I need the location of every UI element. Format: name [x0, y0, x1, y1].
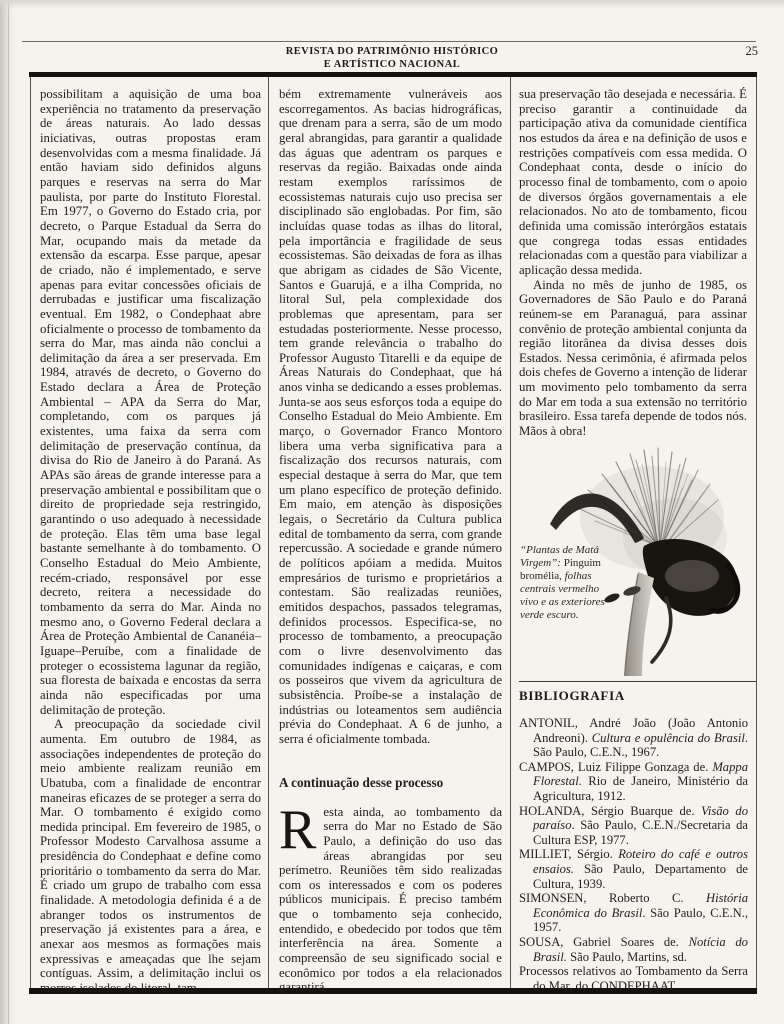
column-2-lead	[279, 87, 502, 747]
bibliography-list	[519, 716, 748, 993]
frame-rule-left	[30, 77, 31, 988]
scan-edge-line	[8, 0, 9, 1024]
bibliography-entry: SIMONSEN, Roberto C. História Econômica do Brasil. São Paulo, C.E.N., 1957.	[519, 891, 748, 935]
bibliography-entry: CAMPOS, Luiz Filippe Gonzaga de. Mappa Florestal. Rio de Janeiro, Ministério da Agricultura, 1912.	[519, 759, 748, 803]
bibliography-heading: BIBLIOGRAFIA	[519, 688, 625, 703]
text-column-3	[519, 87, 747, 439]
column-divider-1	[268, 77, 269, 988]
section-heading: A continuação desse processo	[279, 774, 444, 790]
paragraph: possibilitam a aquisição de uma boa experiência no tratamento da preservação de áreas naturais. Ao lado dessas iniciativas, outras propostas eram desenvolvidas com a mesma finalidade. Já então haviam sido definidos alguns parques e reservas na serra do Mar paulista, por parte do Instituto Florestal. Em 1977, o Governo do Estado cria, por decreto, o Parque Estadual da Serra do Mar, ocupando mais da metade da extensão da escarpa. Esse parque, apesar de criado, não é implementado, e serve apenas para evitar concessões oficiais de derrubadas e justificar uma fiscalização eventual. Em 1982, o Condephaat abre oficialmente o processo de tombamento da serra do Mar, mas ainda não conclui a delimitação da área a ser preservada. Em 1984, através de decreto, o Governo do Estado declara a Área de Proteção Ambiental – APA da Serra do Mar, completando, com os parques já existentes, uma faixa da serra com delimitação de preservação contínua, da divisa do Rio de Janeiro à do Paraná. As APAs são áreas de grande interesse para a preservação ambiental e possibilitam que o direito de propriedade seja restringido, garantindo o uso adequado à necessidade de proteção. Elas têm uma base legal bastante semelhante à do tombamento. O Conselho Estadual do Meio Ambiente, recém-criado, responsável por esse decreto, reitera a necessidade do tombamento da serra do Mar. Ainda no mesmo ano, o Governo Federal declara a Área de Proteção Ambiental de Cananéia–Iguape–Peruíbe, com a finalidade de proteger o ecossistema lagunar da região, sua floresta de baixada e encostas da serra ainda não especificadas por uma delimitação de proteção.	[40, 87, 261, 717]
bibliography-entry: ANTONIL, André João (João Antonio Andreoni). Cultura e opulência do Brasil. São Paulo, C.E.N., 1967.	[519, 716, 748, 760]
frame-bar-top	[29, 72, 757, 77]
scan-top-shadow	[0, 0, 784, 9]
paragraph: Ainda no mês de junho de 1985, os Governadores de São Paulo e do Paraná reúnem-se em Paranaguá, para assinar convênio de proteção ambiental conjunta da região litorânea da divisa desses dois Estados. Nessa cerimônia, é afirmada pelos dois chefes de Governo a intenção de liderar um movimento pelo tombamento da serra do Mar em toda a sua extensão no território brasileiro. Essa tarefa depende de todos nós. Mãos à obra!	[519, 277, 747, 439]
text-column-1	[40, 87, 261, 996]
journal-masthead	[92, 45, 692, 71]
text-column-2	[279, 87, 502, 995]
dropcap-paragraph-text: esta ainda, ao tombamento da serra do Mar no Estado de São Paulo, a definição do uso das áreas abrangidas por seu perímetro. Reuniões têm sido realizadas com os interessados e com os poderes públicos municipais. É preciso também que o tombamento seja conhecido, entendido, e obedecido por todos que têm interferência na área. Somente a compreensão de seu significado social e econômico por todos a ela relacionados garantirá	[279, 804, 502, 995]
journal-title-line2: E ARTÍSTICO NACIONAL	[323, 59, 461, 70]
bibliography-rule	[519, 681, 756, 682]
header-rule	[22, 41, 756, 42]
paragraph: bém extremamente vulneráveis aos escorregamentos. As bacias hidrográficas, que drenam para a serra, são de um modo geral abrangidas, para garantir a qualidade das águas que adentram os parques e reservas da região. Baixadas onde ainda restam exemplos raríssimos de ecossistemas naturais cujo uso precisa ser disciplinado são englobadas. Por fim, são incluídas quase todas as ilhas do litoral, pela importância e fragilidade de seus ecossistemas. São deixadas de fora as ilhas que abrigam as cidades de São Vicente, Santos e Guarujá, e a ilha Comprida, no litoral Sul, pela complexidade dos problemas que apresentam, para ser estudadas posteriormente. Nesse processo, tem grande relevância o trabalho do Professor Augusto Titarelli e da equipe de Áreas Naturais do Condephaat, que há anos vinha se dedicando a esses problemas. Junta-se aos seus esforços toda a equipe do Conselho Estadual do Meio Ambiente. Em março, o Governador Franco Montoro libera uma verba significativa para a fiscalização dos recursos naturais, com especial destaque à serra do Mar, que tem um plano específico de proteção definido. Em maio, em atenção às disposições legais, o Secretário da Cultura publica edital de tombamento da serra, com grande repercussão. A sociedade e grande número de políticos apóiam a medida. Muitos empresários de turismo e proprietários a contestam. São realizadas reuniões, emitidos despachos, passados telegramas, definidos processos. Especifica-se, no processo de tombamento, a preocupação com o livre desenvolvimento das comunidades indígenas e caiçaras, e com os posseiros que vivem da agricultura de subsistência. Proíbe-se a instalação de indústrias ou loteamentos sem audiência prévia do Condephaat. A 6 de junho, a serra é oficialmente tombada.	[279, 87, 502, 746]
illustration-caption: “Plantas de Matá Virgem”: Pinguim bromélia, folhas centrais vermelho vivo e as exteriores verde escuro.	[520, 544, 605, 621]
bibliography-entry: HOLANDA, Sérgio Buarque de. Visão do paraíso. São Paulo, C.E.N./Secretaria da Cultura ESP, 1977.	[519, 803, 748, 847]
dropcap-paragraph	[279, 798, 502, 996]
bibliography-entry: MILLIET, Sérgio. Roteiro do café e outros ensaios. São Paulo, Departamento de Cultura, 1939.	[519, 847, 748, 891]
frame-rule-right	[756, 77, 757, 988]
page-number: 25	[745, 44, 758, 58]
bibliography-entry: SOUSA, Gabriel Soares de. Notícia do Brasil. São Paulo, Martins, sd.	[519, 934, 748, 964]
paragraph: sua preservação tão desejada e necessária. É preciso garantir a continuidade da participação ativa da comunidade científica nos estudos da área e na definição de usos e restrições compatíveis com essa medida. O Condephaat conta, desde o início do processo final de tombamento, com o apoio de diversos órgãos governamentais a ele relacionados. No ato de tombamento, ficou definida uma comissão interórgãos estatais que congrega todas essas entidades relacionadas com a questão para viabilizar a aplicação dessa medida.	[519, 87, 747, 277]
paragraph: A preocupação da sociedade civil aumenta. Em outubro de 1984, as associações independentes de proteção do meio ambiente realizam reunião em Ubatuba, com a finalidade de encontrar maneiras eficazes de se proteger a serra do Mar. O tombamento é exigido como medida principal. Em fevereiro de 1985, o Professor Modesto Carvalhosa assume a presidência do Condephaat e define como prioritário o tombamento da serra do Mar. É criado um grupo de trabalho com essa finalidade. A metodologia definida é a de abranger todos os instrumentos de preservação já existentes para a área, e anexar aos mesmos as formações mais expressivas e ameaçadas que lhe sejam contíguas. Assim, a delimitação inclui os morros isolados do litoral, tam-	[40, 717, 261, 996]
journal-title-line1: REVISTA DO PATRIMÔNIO HISTÓRICO	[285, 46, 499, 57]
drop-cap-letter: R	[279, 798, 317, 861]
bibliography-entry: Processos relativos ao Tombamento da Serra do Mar, do CONDEPHAAT.	[519, 964, 748, 993]
column-divider-2	[510, 77, 511, 988]
